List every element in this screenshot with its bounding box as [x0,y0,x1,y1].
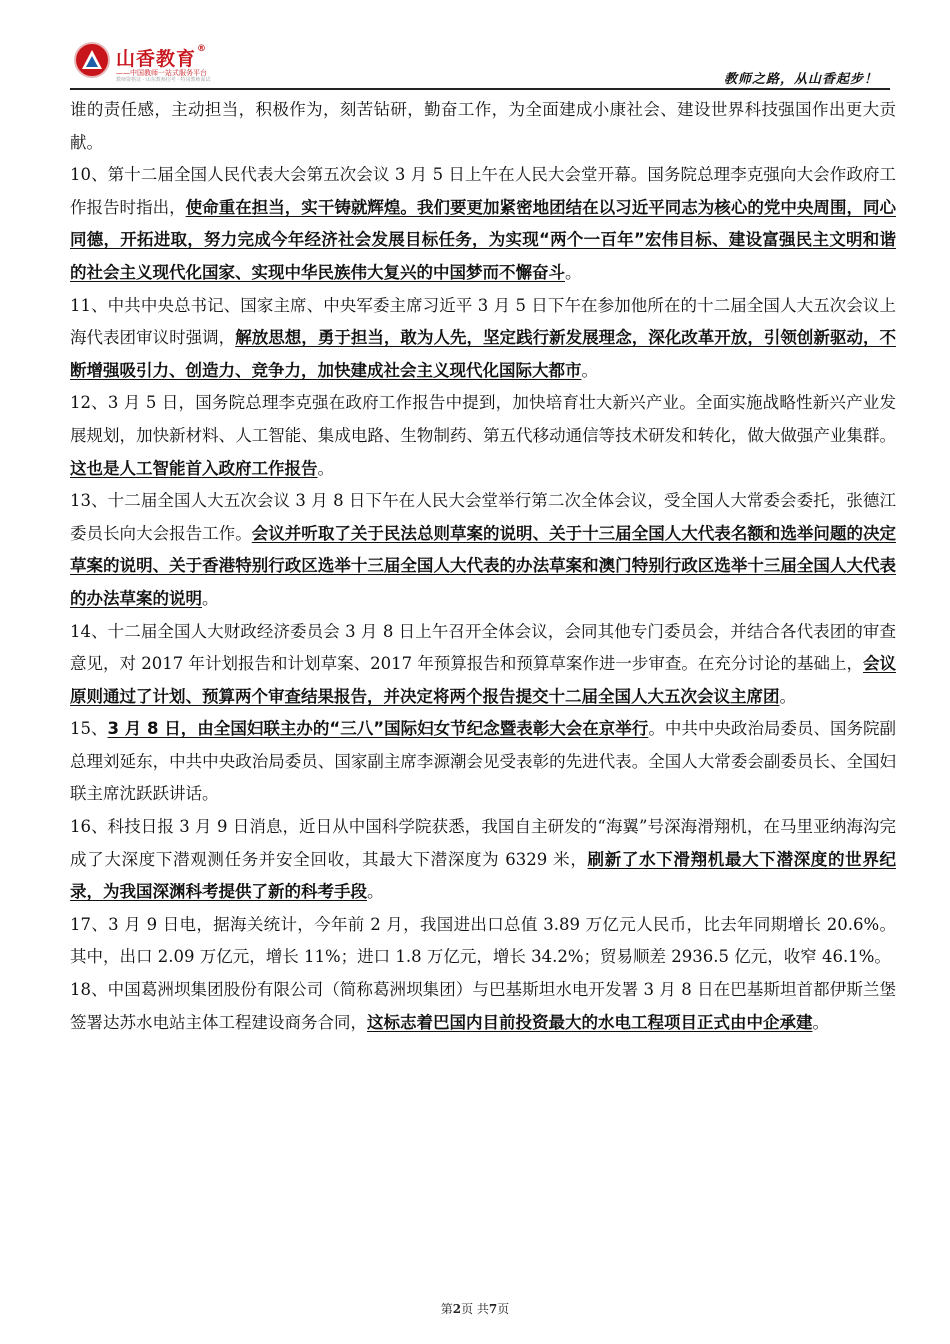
underlined-highlight: 刷新了水下滑翔机最大下潜深度的世界纪录，为我国深渊科考提供了新的科考手段 [70,849,897,902]
paragraph-text: 16、科技日报 3 月 9 日消息，近日从中国科学院获悉，我国自主研发的“海翼”号深海滑翔机，在马里亚纳海沟完成了大深度下潜观测任务并安全回收，其最大下潜深度为 6329 米， [70,817,896,869]
paragraph-text: 17、3 月 9 日电，据海关统计，今年前 2 月，我国进出口总值 3.89 万亿元人民币，比去年同期增长 20.6%。其中，出口 2.09 万亿元，增长 11%；进口 1.8 万亿元，增长 34.2%；贸易顺差 2936.5 亿元，收窄 46.1%。 [70,914,896,967]
underlined-highlight: 会议并听取了关于民法总则草案的说明、关于十三届全国人大代表名额和选举问题的决定草案的说明、关于香港特别行政区选举十三届全国人大代表的办法草案和澳门特别行政区选举十三届全国人大代表的办法草案的说明 [70,523,897,608]
news-paragraph [70,909,896,974]
shanxiang-logo [70,40,280,84]
underlined-highlight: 解放思想，勇于担当，敢为人先，坚定践行新发展理念，深化改革开放，引领创新驱动，不断增强吸引力、创造力、竞争力，加快建成社会主义现代化国际大都市 [70,328,897,380]
underlined-highlight: 这标志着巴国内目前投资最大的水电工程项目正式由中企承建 [367,1012,813,1032]
header-slogan: 教师之路，从山香起步！ [723,72,878,87]
paragraph-text: 谁的责任感，主动担当，积极作为，刻苦钻研，勤奋工作，为全面建成小康社会、建设世界科技强国作出更大贡献。 [70,100,896,152]
news-paragraph [70,713,896,811]
paragraph-text: 13、十二届全国人大五次会议 3 月 8 日下午在人民大会堂举行第二次全体会议，受全国人大常委会委托，张德江委员长向大会报告工作。 [70,491,896,543]
current-page: 2 [452,1302,462,1316]
paragraph-text: 。 [581,360,598,380]
brand-sub-tagline: 教师资格证 · 山东教师招考 · 特岗教师面试 [116,77,211,83]
paragraph-text: 15、 [70,719,108,739]
logo-emblem-icon [74,42,110,78]
news-paragraph [70,290,896,388]
total-pages: 7 [488,1302,498,1316]
paragraph-text: 。 [779,686,796,706]
underlined-highlight: 会议原则通过了计划、预算两个审查结果报告，并决定将两个报告提交十二届全国人大五次会议主席团 [70,654,897,706]
news-paragraph [70,811,896,909]
news-paragraph [70,616,896,714]
paragraph-text: 11、中共中央总书记、国家主席、中央军委主席习近平 3 月 5 日下午在参加他所在的十二届全国人大五次会议上海代表团审议时强调， [70,295,896,348]
news-paragraph [70,94,896,159]
news-paragraph [70,974,896,1039]
brand-name: 山香教育® [116,44,208,70]
news-paragraph [70,159,896,289]
paragraph-text: 。 [565,262,582,282]
document-body [70,94,896,1039]
news-paragraph [70,485,896,615]
underlined-highlight: 3 月 8 日，由全国妇联主办的“三八”国际妇女节纪念暨表彰大会在京举行 [107,719,649,739]
paragraph-text: 。 [317,458,334,478]
brand-tagline: ——中国教师一站式服务平台 [116,69,207,77]
paragraph-text: 18、中国葛洲坝集团股份有限公司（简称葛洲坝集团）与巴基斯坦水电开发署 3 月 8 日在巴基斯坦首都伊斯兰堡签署达苏水电站主体工程建设商务合同， [70,980,896,1032]
paragraph-text: 。 [812,1012,829,1032]
news-paragraph [70,387,896,485]
header-divider [70,88,890,90]
paragraph-text: 10、第十二届全国人民代表大会第五次会议 3 月 5 日上午在人民大会堂开幕。国务院总理李克强向大会作政府工作报告时指出， [70,165,896,217]
underlined-highlight: 这也是人工智能首入政府工作报告 [70,458,318,478]
paragraph-text: 。 [367,882,384,902]
page-header [70,40,890,90]
paragraph-text: 12、3 月 5 日，国务院总理李克强在政府工作报告中提到，加快培育壮大新兴产业。全面实施战略性新兴产业发展规划，加快新材料、人工智能、集成电路、生物制药、第五代移动通信等技术研发和转化，做大做强产业集群。 [70,393,896,445]
page-footer: 第2页 共7页 [440,1302,510,1316]
underlined-highlight: 使命重在担当，实干铸就辉煌。我们要更加紧密地团结在以习近平同志为核心的党中央周围，同心同德，开拓进取，努力完成今年经济社会发展目标任务，为实现“两个一百年”宏伟目标、建设富强民主文明和谐的社会主义现代化国家、实现中华民族伟大复兴的中国梦而不懈奋斗 [70,197,897,282]
paragraph-text: 。中共中央政治局委员、国务院副总理刘延东，中共中央政治局委员、国家副主席李源潮会见受表彰的先进代表。全国人大常委会副委员长、全国妇联主席沈跃跃讲话。 [70,719,897,804]
paragraph-text: 。 [202,588,219,608]
paragraph-text: 14、十二届全国人大财政经济委员会 3 月 8 日上午召开全体会议，会同其他专门委员会，并结合各代表团的审查意见，对 2017 年计划报告和计划草案、2017 年预算报告和预算草案作进一步审查。在充分讨论的基础上， [70,621,896,674]
